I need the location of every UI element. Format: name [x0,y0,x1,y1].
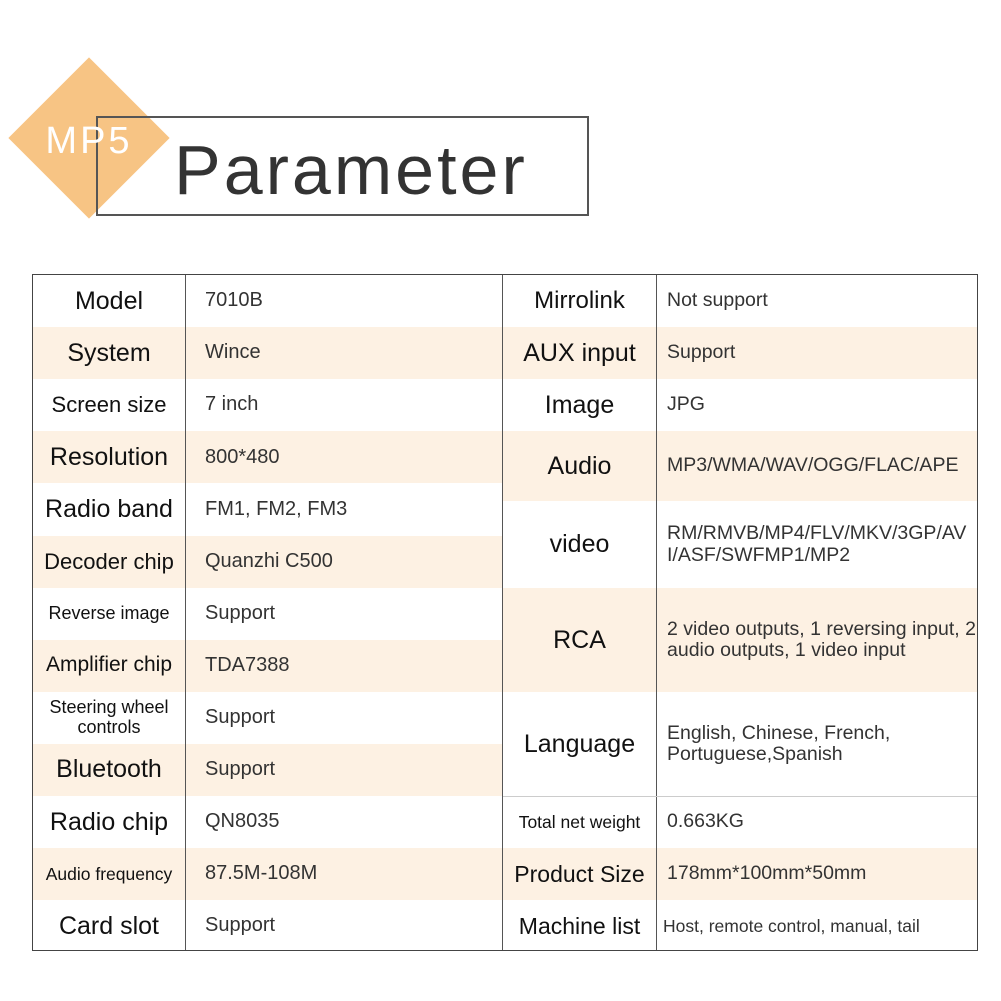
spec-label: video [549,530,610,558]
spec-label: Card slot [58,911,160,940]
spec-value: Wince [205,341,261,364]
spec-label: Steering wheel controls [49,697,169,737]
spec-value: FM1, FM2, FM3 [205,497,348,520]
spec-value: Support [205,706,276,729]
spec-value: English, Chinese, French, Portuguese,Spanish [667,721,891,765]
spec-label: Total net weight [518,811,641,832]
spec-table [32,274,978,951]
spec-value: TDA7388 [205,653,290,676]
spec-label: Radio chip [49,807,169,836]
spec-label: Image [544,390,615,419]
spec-label: Machine list [518,912,641,939]
spec-value: Support [205,601,276,624]
spec-label: Product Size [514,860,645,887]
spec-value: Host, remote control, manual, tail [663,915,920,936]
spec-label: Decoder chip [44,548,174,574]
spec-value: 178mm*100mm*50mm [667,862,867,885]
spec-label: Amplifier chip [45,653,173,677]
spec-label: Reverse image [48,602,170,623]
spec-label: System [67,338,151,367]
spec-value: Not support [667,289,768,312]
spec-label: Model [74,286,144,315]
spec-value: QN8035 [205,810,280,833]
spec-value: 0.663KG [667,810,744,833]
badge-label: MP5 [45,120,133,162]
spec-label: Audio [547,451,612,480]
spec-label: Bluetooth [56,755,162,784]
spec-value: Support [205,758,276,781]
spec-value: 7 inch [205,393,259,416]
spec-label: Radio band [45,494,173,523]
spec-label: AUX input [523,338,636,367]
spec-label: Audio frequency [45,863,173,884]
spec-label: Mirrolink [534,287,625,315]
spec-label: Screen size [51,392,167,418]
spec-value: 7010B [205,289,263,312]
spec-value: 87.5M-108M [205,862,318,885]
spec-label: Language [523,729,636,758]
spec-value: Support [205,914,276,937]
spec-value: 800*480 [205,445,280,468]
spec-value: 2 video outputs, 1 reversing input, 2 audio outputs, 1 video input [667,617,976,661]
spec-value: RM/RMVB/MP4/FLV/MKV/3GP/AVI/ASF/SWFMP1/MP2 [667,522,967,566]
spec-label: Resolution [49,442,169,471]
spec-value: Support [667,341,736,364]
spec-value: JPG [667,393,705,416]
page-title: Parameter [174,131,528,209]
spec-label: RCA [553,625,606,654]
spec-value: Quanzhi C500 [205,549,333,572]
spec-value: MP3/WMA/WAV/OGG/FLAC/APE [667,454,959,477]
